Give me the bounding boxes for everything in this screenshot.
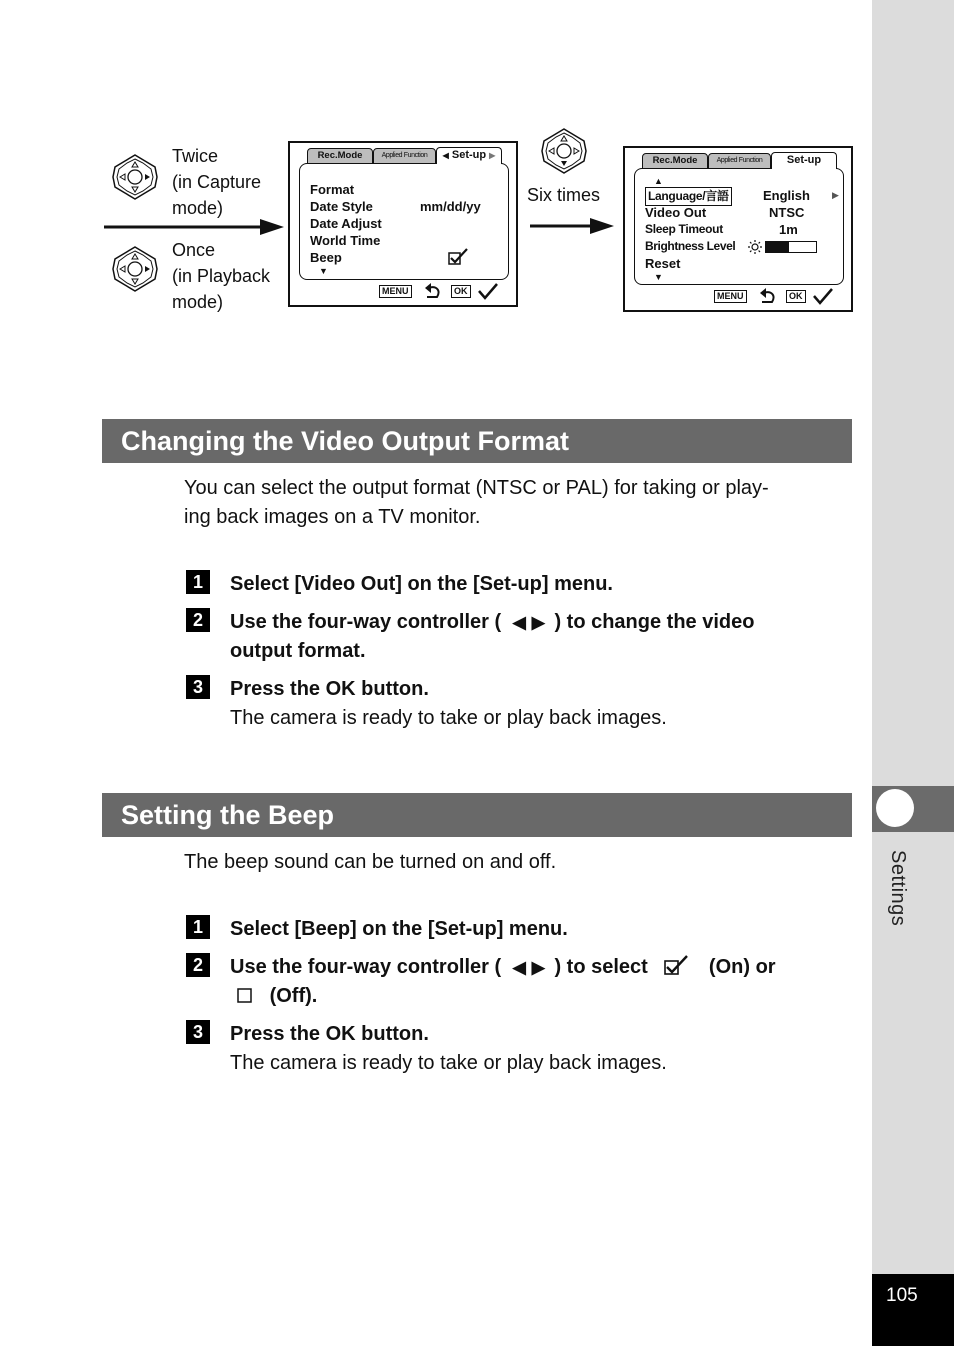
tab-set-up: ◀ Set-up ▶ <box>436 147 502 164</box>
four-way-controller-down-icon <box>540 127 588 175</box>
camera-screen-setup-page1 <box>288 141 518 307</box>
brightness-slider-fill <box>766 242 789 252</box>
step-text: Select [Beep] on the [Set-up] menu. <box>230 918 568 940</box>
ok-button-label: OK <box>786 290 806 303</box>
menu-value-video-out: NTSC <box>769 205 805 220</box>
tab-set-up: Set-up <box>771 152 837 169</box>
menu-item-brightness-level: Brightness Level <box>645 239 736 253</box>
step-number: 1 <box>186 915 210 939</box>
left-arrow-icon: ◀ <box>512 958 526 977</box>
brightness-slider <box>765 241 817 253</box>
section1-intro: You can select the output format (NTSC or PAL) for taking or play- ing back images on a TV monitor. <box>184 477 769 528</box>
step-text: Select [Video Out] on the [Set-up] menu. <box>230 573 613 595</box>
menu-item-date-style: Date Style <box>310 199 373 214</box>
step-text: Press the OK button. <box>230 678 429 700</box>
menu-item-world-time: World Time <box>310 233 381 248</box>
tab-applied-function: Applied Function <box>373 148 436 164</box>
step-number: 1 <box>186 570 210 594</box>
right-arrow-icon: ▶ <box>531 613 545 632</box>
checkbox-checked-icon <box>663 954 689 976</box>
step-text-cont: (Off). <box>236 982 317 1011</box>
menu-value-language: English <box>763 188 810 203</box>
scroll-down-icon: ▼ <box>654 272 663 282</box>
tab-rec-mode: Rec.Mode <box>307 148 373 164</box>
note-six-times: Six times <box>527 185 601 205</box>
arrow-right-icon <box>530 216 616 236</box>
step-number: 3 <box>186 1020 210 1044</box>
camera-screen-setup-page2 <box>623 146 853 312</box>
chapter-tab-circle <box>876 789 914 827</box>
four-way-controller-right-icon <box>111 153 159 201</box>
left-arrow-icon: ◀ <box>512 613 526 632</box>
checkbox-unchecked-icon <box>236 986 254 1004</box>
menu-item-video-out: Video Out <box>645 205 707 220</box>
step-text: Use the four-way controller ( ◀ ▶ ) to change the video <box>230 611 755 633</box>
page-number: 105 <box>886 1285 918 1306</box>
arrow-right-icon <box>104 217 286 237</box>
checkmark-icon <box>477 282 499 300</box>
menu-value-date-style: mm/dd/yy <box>420 199 481 214</box>
menu-item-language: Language/言語 <box>645 187 732 206</box>
arrow-right-small-icon: ▶ <box>832 190 839 200</box>
brightness-sun-icon <box>747 239 763 255</box>
checkmark-icon <box>812 287 834 305</box>
back-arrow-icon <box>758 287 778 305</box>
right-arrow-icon: ▶ <box>531 958 545 977</box>
scroll-down-icon: ▼ <box>319 266 328 276</box>
tab-applied-function: Applied Function <box>708 153 771 169</box>
section-heading-video-output: Changing the Video Output Format <box>102 419 852 463</box>
menu-value-sleep-timeout: 1m <box>779 222 798 237</box>
section-heading-beep: Setting the Beep <box>102 793 852 837</box>
note-playback: Once (in Playback mode) <box>172 240 271 312</box>
menu-item-reset: Reset <box>645 256 681 271</box>
menu-button-label: MENU <box>714 290 747 303</box>
ok-button-label: OK <box>451 285 471 298</box>
side-strip <box>872 0 954 1346</box>
back-arrow-icon <box>423 282 443 300</box>
menu-item-format: Format <box>310 182 355 197</box>
checkbox-checked-icon <box>447 248 469 266</box>
step-number: 2 <box>186 608 210 632</box>
step-subtext: The camera is ready to take or play back images. <box>230 1052 667 1074</box>
step-number: 2 <box>186 953 210 977</box>
menu-item-sleep-timeout: Sleep Timeout <box>645 222 723 236</box>
menu-item-beep: Beep <box>310 250 342 265</box>
step-text-cont: output format. <box>230 640 366 662</box>
tab-rec-mode: Rec.Mode <box>642 153 708 169</box>
note-capture: Twice (in Capture mode) <box>172 146 262 218</box>
step-text: Press the OK button. <box>230 1023 429 1045</box>
step-text: Use the four-way controller ( ◀ ▶ ) to select (On) or <box>230 956 776 978</box>
menu-item-date-adjust: Date Adjust <box>310 216 382 231</box>
four-way-controller-right-icon <box>111 245 159 293</box>
menu-button-label: MENU <box>379 285 412 298</box>
step-subtext: The camera is ready to take or play back images. <box>230 707 667 729</box>
scroll-up-icon: ▲ <box>654 176 663 186</box>
step-number: 3 <box>186 675 210 699</box>
chapter-label: Settings <box>887 850 909 927</box>
section2-intro: The beep sound can be turned on and off. <box>184 851 557 873</box>
